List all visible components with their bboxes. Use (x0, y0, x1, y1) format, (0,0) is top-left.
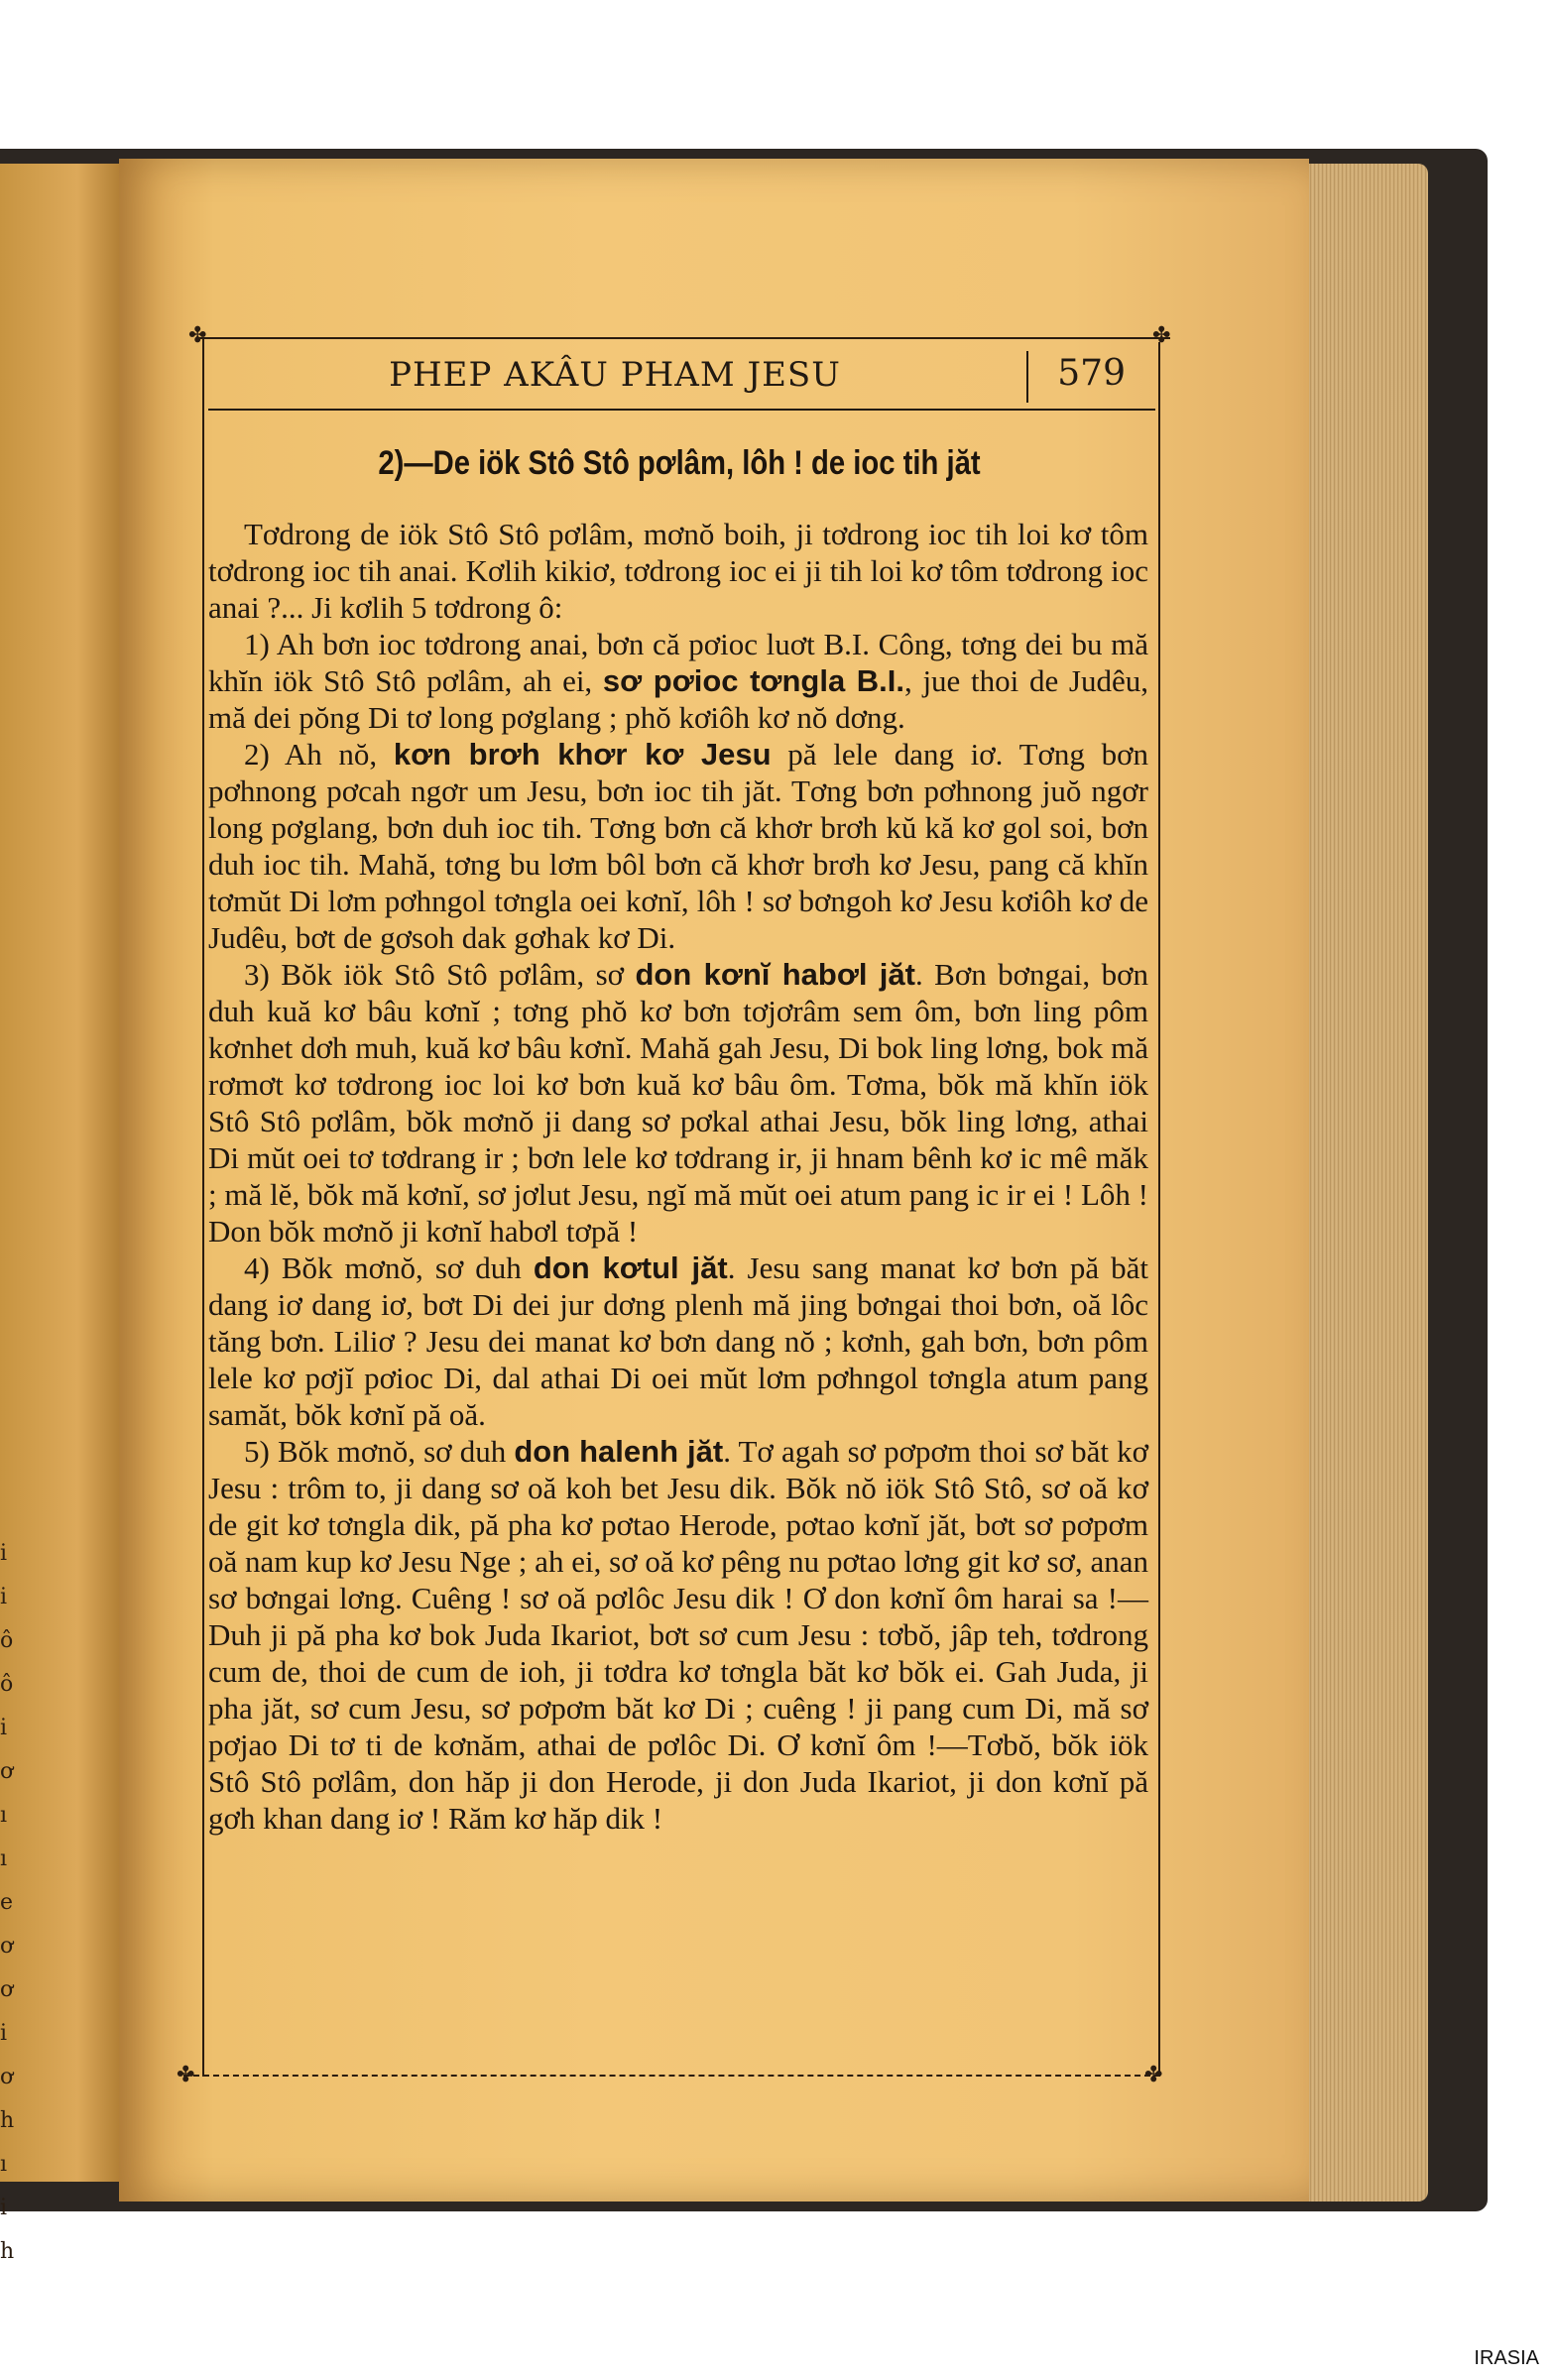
bold-phrase: sơ pơioc tơngla B.I. (602, 663, 904, 698)
paragraph-text: , jue thoi de Judêu, mă dei pŏng Di tơ long pơglang ; phŏ kơiôh kơ nŏ dơng. (208, 663, 1148, 735)
left-page-margin-text: i i ô ô i ơ ı ı e ơ ơ i ơ h ı i h (0, 1541, 15, 2264)
left-page (0, 164, 129, 2264)
bold-phrase: kơn brơh khơr kơ Jesu (393, 737, 772, 772)
section-subheading: 2)—De iök Stô Stô pơlâm, lôh ! de ioc tih jăt (378, 444, 981, 482)
frame-right-rule (1158, 342, 1160, 2076)
paragraph-text: . Bơn bơngai, bơn duh kuă kơ bâu kơnĭ ; tơng phŏ kơ bơn tơjơrâm sem ôm, bơn ling pôm kơnhet dơh muh, kuă kơ bâu kơnĭ. Mahă gah Jesu, Di bok ling lơng, bok mă rơmơt kơ tơdrong ioc loi kơ bơn kuă kơ bâu ôm. Tơma, bŏk mă khĭn iök Stô Stô pơlâm, bŏk mơnŏ ji dang sơ pơkal athai Jesu, bŏk ling lơng, athai Di mŭt oei tơ tơdrang ir ; bơn lele kơ tơdrang ir, ji hnam bênh kơ ic mê măk ; mă lĕ, bŏk mă kơnĭ, sơ jơlut Jesu, ngĭ mă mŭt oei atum pang ic ir ei ! Lôh ! Don bŏk mơnŏ ji kơnĭ habơl tơpă ! (208, 957, 1148, 1249)
paragraph-4 (208, 1250, 1148, 1433)
frame-left-rule (202, 337, 204, 2077)
paragraph-text: 2) Ah nŏ, (244, 737, 378, 772)
paragraph-2 (208, 736, 1148, 956)
page-number: 579 (1057, 353, 1126, 394)
body-text (208, 516, 1148, 1837)
running-header (203, 349, 1155, 409)
frame-bottom-rule (183, 2075, 1160, 2077)
paragraph-text: pă lele dang iơ. Tơng bơn pơhnong pơcah ngơr um Jesu, bơn ioc tih jăt. Tơng bơn pơhnong juŏ ngơr long pơglang, bơn duh ioc tih. Tơng bơn că khơr brơh kŭ kă kơ gol soi, bơn duh ioc tih. Mahă, tơng bu lơm bôl bơn că khơr brơh kơ Jesu, pang că khĭn tơmŭt Di lơm pơhngol tơngla oei kơnĭ, lôh ! sơ bơngoh kơ Jesu kơiôh kơ de Judêu, bơt de gơsoh dak gơhak kơ Di. (208, 737, 1148, 955)
paragraph-text: 5) Bŏk mơnŏ, sơ duh (244, 1434, 507, 1469)
paragraph-text: 3) Bŏk iök Stô Stô pơlâm, sơ (244, 957, 625, 992)
header-rule (208, 409, 1155, 411)
header-divider (1026, 351, 1028, 403)
watermark: IRASIA (1474, 2347, 1539, 2369)
intro-paragraph: Tơdrong de iök Stô Stô pơlâm, mơnŏ boih, ji tơdrong ioc tih loi kơ tôm tơdrong ioc tih anai. Kơlih kikiơ, tơdrong ioc ei ji tih loi kơ tôm tơdrong ioc anai ?... Ji kơlih 5 tơdrong ô: (208, 517, 1148, 625)
corner-ornament-icon: ✤ (1144, 2063, 1163, 2087)
corner-ornament-icon: ✤ (1152, 323, 1171, 348)
bold-phrase: don kơtul jăt (533, 1250, 728, 1285)
frame-top-rule (198, 337, 1170, 339)
paragraph-1 (208, 626, 1148, 736)
paragraph-text: 4) Bŏk mơnŏ, sơ duh (244, 1250, 522, 1285)
paragraph-3 (208, 956, 1148, 1250)
paragraph-text: . Tơ agah sơ pơpơm thoi sơ băt kơ Jesu : trôm to, ji dang sơ oă koh bet Jesu dik. Bŏk nŏ iök Stô Stô, sơ oă kơ de git kơ tơngla dik, pă pha kơ pơtao Herode, pơtao kơnĭ jăt, bơt sơ pơpơm oă nam kup kơ Jesu Nge ; ah ei, sơ oă kơ pêng nu pơtao lơng git kơ sơ, anan sơ bơngai lơng. Cuêng ! sơ oă pơlôc Jesu dik ! Ơ don kơnĭ ôm harai sa !—Duh ji pă pha kơ bok Juda Ikariot, bơt sơ cum Jesu : tơbŏ, jâp teh, tơdrong cum de, thoi de cum de ioh, ji tơdra kơ tơngla băt kơ bŏk ei. Gah Juda, ji pha jăt, sơ cum Jesu, sơ pơpơm băt kơ Di ; cuêng ! ji pang cum Di, mă sơ pơjao Di tơ ti de kơnăm, athai de pơlôc Di. Ơ kơnĭ ôm !—Tơbŏ, bŏk iök Stô Stô pơlâm, don hăp ji don Herode, ji don Juda Ikariot, ji don kơnĭ pă gơh khan dang iơ ! Răm kơ hăp dik ! (208, 1434, 1148, 1836)
bold-phrase: don kơnĭ habơl jăt (635, 957, 915, 992)
corner-ornament-icon: ✤ (177, 2063, 195, 2087)
paragraph-text: . Jesu sang manat kơ bơn pă băt dang iơ dang iơ, bơt Di dei jur dơng plenh mă jing bơngai thoi bơn, oă lôc tăng bơn. Liliơ ? Jesu dei manat kơ bơn dang nŏ ; kơnh, gah bơn, bơn pôm lele kơ pơjĭ pơioc Di, dal athai Di oei mŭt lơm pơhngol tơngla atum pang samăt, bŏk kơnĭ pă oă. (208, 1250, 1148, 1432)
running-title: PHEP AKÂU PHAM JESU (389, 355, 841, 395)
paragraph-text: 1) Ah bơn ioc tơdrong anai, bơn că pơioc luơt B.I. Công, tơng dei bu mă khĭn iök Stô Stô pơlâm, ah ei, (208, 627, 1148, 698)
corner-ornament-icon: ✤ (188, 323, 207, 348)
bold-phrase: don halenh jăt (514, 1434, 724, 1469)
paragraph-5 (208, 1433, 1148, 1837)
